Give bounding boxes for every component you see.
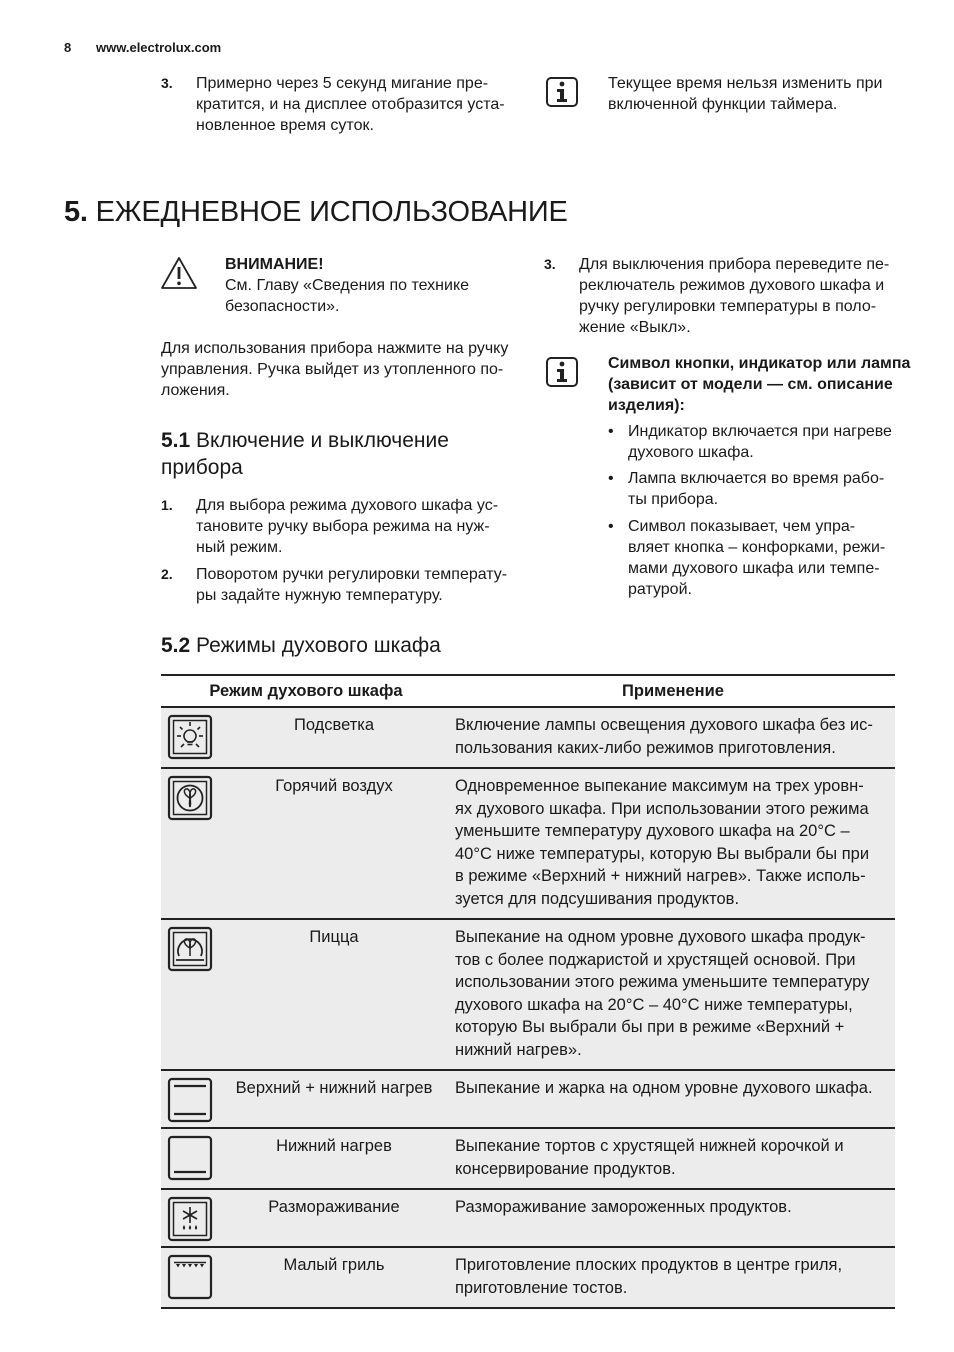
text-line: тов с более поджаристой и хрустящей основой. При (455, 950, 856, 969)
step-number: 1. (161, 497, 173, 513)
column-header-use: Применение (451, 675, 895, 707)
text-line: Одновременное выпекание максимум на трех уровн- (455, 777, 864, 795)
info-icon (546, 77, 578, 107)
mode-name: Подсветка (221, 707, 451, 768)
mode-icon-cell (161, 919, 221, 1070)
bullet-dot: • (608, 423, 614, 440)
text-line: Поворотом ручки регулировки температу- (196, 566, 508, 583)
step-number: 2. (161, 566, 173, 582)
text-line: зуется для подсушивания продуктов. (455, 889, 740, 908)
bullet-text (628, 516, 885, 600)
text-line: Размораживание замороженных продуктов. (455, 1198, 792, 1216)
text-line: 40°C ниже температуры, которую Вы выбрали бы при (455, 844, 870, 863)
step-text (196, 73, 505, 136)
mode-description (451, 707, 895, 768)
text-line: Выпекание и жарка на одном уровне духового шкафа. (455, 1079, 873, 1097)
text-line: Выпекание тортов с хрустящей нижней корочкой и (455, 1137, 844, 1155)
mode-description (451, 1247, 895, 1308)
mode-description (451, 1189, 895, 1247)
text-line: нижний нагрев». (455, 1040, 582, 1059)
text-line: Для использования прибора нажмите на ручку (161, 340, 509, 357)
text-line: ратурой. (628, 581, 692, 598)
intro-paragraph (161, 338, 508, 401)
text-line: духового шкафа на 20°C – 40°C ниже температуры, (455, 995, 853, 1014)
text-line: (зависит от модели — см. описание (608, 376, 893, 393)
text-line: ручку регулировки температуры в поло- (579, 298, 877, 315)
text-line: в режиме «Верхний + нижний нагрев». Также исполь- (455, 867, 866, 885)
text-line: которую Вы выбрали бы при в режиме «Верхний + (455, 1018, 845, 1036)
pizza-fan-icon (167, 926, 213, 972)
warning-icon (160, 256, 198, 290)
mode-icon-cell (161, 1189, 221, 1247)
text-line: приготовление тостов. (455, 1278, 628, 1297)
text-line: пользования каких-либо режимов приготовления. (455, 738, 836, 757)
text-line: кратится, и на дисплее отобразится уста- (196, 96, 505, 113)
text-line: использовании этого режима уменьшите температуру (455, 973, 870, 991)
subsection-number: 5.1 (161, 429, 191, 452)
table-row (161, 1128, 895, 1189)
subsection-title-5-2 (161, 632, 441, 659)
text-line: ты прибора. (628, 491, 719, 508)
table-row (161, 1247, 895, 1308)
section-title (64, 196, 568, 229)
table-row (161, 1070, 895, 1128)
bullet-text (628, 468, 884, 510)
warning-block (225, 254, 469, 317)
text-line: Символ кнопки, индикатор или лампа (608, 355, 911, 372)
text-line: прибора (161, 456, 243, 479)
mode-icon-cell (161, 1128, 221, 1189)
mode-icon-cell (161, 768, 221, 919)
mode-icon-cell (161, 1247, 221, 1308)
text-line: Для выбора режима духового шкафа ус- (196, 497, 499, 514)
text-line: Индикатор включается при нагреве (628, 423, 892, 440)
section-number: 5. (64, 196, 88, 228)
table-header-row (161, 675, 895, 707)
subsection-title-5-1 (161, 427, 449, 481)
text-line: Примерно через 5 секунд мигание пре- (196, 75, 489, 92)
text-line: включенной функции таймера. (608, 96, 838, 113)
info-icon (546, 357, 578, 387)
text-line: Символ показывает, чем упра- (628, 518, 856, 535)
mode-description (451, 768, 895, 919)
mode-name: Верхний + нижний нагрев (221, 1070, 451, 1128)
text-line: консервирование продуктов. (455, 1159, 676, 1178)
bullet-dot: • (608, 518, 614, 535)
text-line: духового шкафа. (628, 444, 754, 461)
bullet-text (628, 421, 892, 463)
text-line: уменьшите температуру духового шкафа на 20°C – (455, 822, 850, 840)
mode-description (451, 1070, 895, 1128)
oven-modes-table (161, 674, 895, 1309)
mode-name: Пицца (221, 919, 451, 1070)
info-note-text (608, 73, 882, 115)
bullet-dot: • (608, 470, 614, 487)
text-line: управления. Ручка выйдет из утопленного по- (161, 361, 504, 378)
mode-name: Малый гриль (221, 1247, 451, 1308)
step-text (196, 495, 498, 558)
text-line: ях духового шкафа. При использовании этого режима (455, 799, 869, 818)
mode-description (451, 919, 895, 1070)
text-line: См. Главу «Сведения по технике (225, 277, 470, 294)
text-line: тановите ручку выбора режима на нуж- (196, 518, 490, 535)
mode-name: Горячий воздух (221, 768, 451, 919)
section-title-text: ЕЖЕДНЕВНОЕ ИСПОЛЬЗОВАНИЕ (95, 196, 568, 228)
mode-name: Размораживание (221, 1189, 451, 1247)
table-row (161, 1189, 895, 1247)
warning-title: ВНИМАНИЕ! (225, 256, 324, 273)
text-line: изделия): (608, 397, 685, 414)
text-line: ный режим. (196, 539, 283, 556)
mode-icon-cell (161, 1070, 221, 1128)
text-line: Для выключения прибора переведите пе- (579, 256, 890, 273)
text-line: Текущее время нельзя изменить при (608, 75, 883, 92)
top-bottom-heat-icon (167, 1077, 213, 1123)
step-number: 3. (544, 256, 556, 272)
text-line: новленное время суток. (196, 117, 374, 134)
text-line: Включение и выключение (196, 429, 449, 452)
text-line: ложения. (161, 382, 230, 399)
text-line: Выпекание на одном уровне духового шкафа продук- (455, 928, 866, 946)
mode-name: Нижний нагрев (221, 1128, 451, 1189)
subsection-number: 5.2 (161, 634, 191, 657)
step-number: 3. (161, 75, 173, 91)
text-line: ры задайте нужную температуру. (196, 587, 443, 604)
page-number: 8 (64, 40, 72, 55)
text-line: мами духового шкафа или темпе- (628, 560, 880, 577)
site-url: www.electrolux.com (96, 40, 222, 55)
text-line: Лампа включается во время рабо- (628, 470, 885, 487)
table-row (161, 919, 895, 1070)
small-grill-icon (167, 1254, 213, 1300)
table-row (161, 768, 895, 919)
fan-icon (167, 775, 213, 821)
text-line: жение «Выкл». (579, 319, 691, 336)
lamp-icon (167, 714, 213, 760)
step-text (196, 564, 507, 606)
symbol-note-title (608, 353, 910, 416)
text-line: Приготовление плоских продуктов в центре гриля, (455, 1256, 843, 1274)
subsection-title-text: Режимы духового шкафа (196, 634, 441, 657)
step-text (579, 254, 889, 338)
mode-icon-cell (161, 707, 221, 768)
text-line: вляет кнопка – конфорками, режи- (628, 539, 886, 556)
text-line: безопасности». (225, 298, 340, 315)
defrost-icon (167, 1196, 213, 1242)
text-line: Включение лампы освещения духового шкафа без ис- (455, 716, 873, 734)
table-row (161, 707, 895, 768)
bottom-heat-icon (167, 1135, 213, 1181)
column-header-mode: Режим духового шкафа (161, 675, 451, 707)
text-line: реключатель режимов духового шкафа и (579, 277, 885, 294)
mode-description (451, 1128, 895, 1189)
